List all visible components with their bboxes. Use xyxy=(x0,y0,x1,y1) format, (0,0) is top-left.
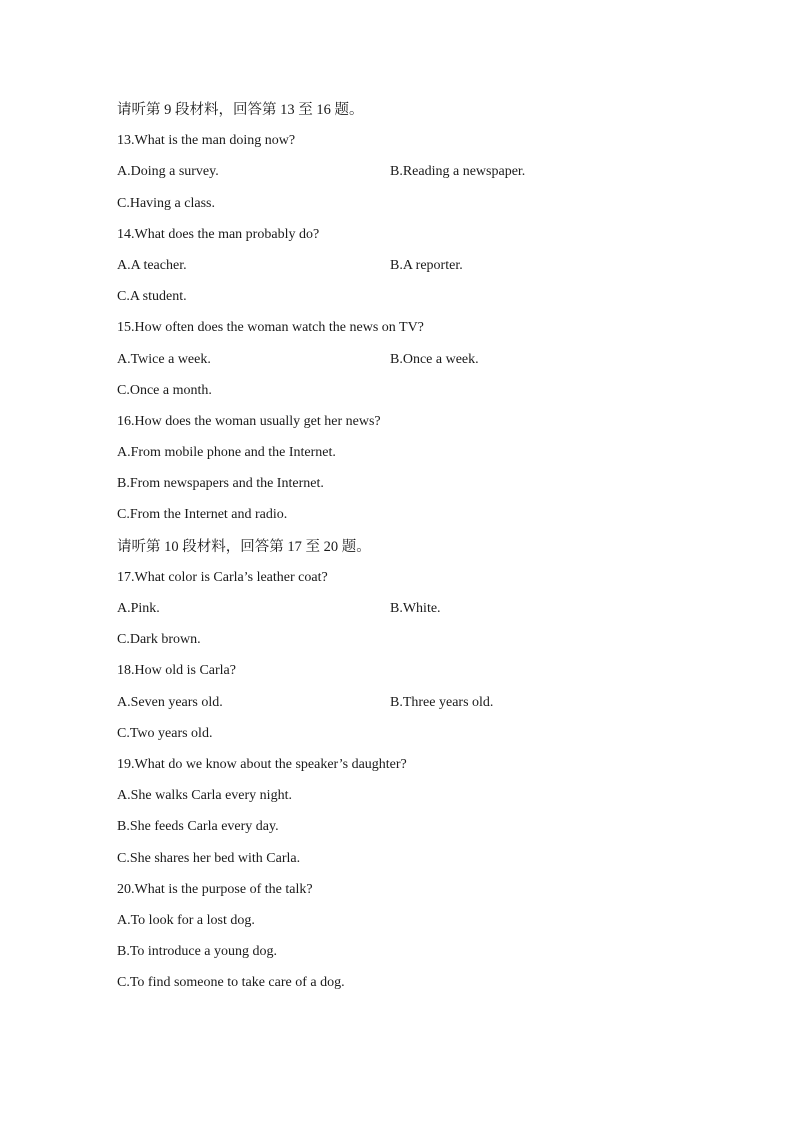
option-a: A.Twice a week. xyxy=(117,351,211,367)
option-b: B.From newspapers and the Internet. xyxy=(117,476,324,492)
section-heading: 请听第 9 段材料，回答第 13 至 16 题。 xyxy=(117,102,364,118)
option-a: A.Seven years old. xyxy=(117,694,223,710)
option-row xyxy=(117,691,737,722)
option-a: A.Doing a survey. xyxy=(117,164,219,180)
option-c: C.Having a class. xyxy=(117,195,215,211)
question-stem: 17.What color is Carla’s leather coat? xyxy=(117,569,328,585)
question-stem: 19.What do we know about the speaker’s daughter? xyxy=(117,756,407,772)
option-row xyxy=(117,160,737,191)
option-row xyxy=(117,348,737,379)
option-c: C.Once a month. xyxy=(117,382,212,398)
option-a: A.To look for a lost dog. xyxy=(117,912,255,928)
option-c: C.Two years old. xyxy=(117,725,213,741)
section-heading: 请听第 10 段材料，回答第 17 至 20 题。 xyxy=(117,538,371,555)
option-c: C.From the Internet and radio. xyxy=(117,507,288,523)
question-stem: 18.How old is Carla? xyxy=(117,663,236,679)
option-c: C.To find someone to take care of a dog. xyxy=(117,975,345,991)
option-b: B.She feeds Carla every day. xyxy=(117,819,279,835)
option-a: A.She walks Carla every night. xyxy=(117,788,292,804)
question-stem: 13.What is the man doing now? xyxy=(117,133,296,149)
option-a: A.From mobile phone and the Internet. xyxy=(117,445,336,461)
option-a: A.A teacher. xyxy=(117,257,187,273)
question-stem: 15.How often does the woman watch the news on TV? xyxy=(117,320,424,336)
option-b: B.Three years old. xyxy=(390,694,494,710)
option-b: B.Reading a newspaper. xyxy=(390,164,526,180)
option-b: B.To introduce a young dog. xyxy=(117,944,277,960)
option-row xyxy=(117,597,737,628)
option-c: C.Dark brown. xyxy=(117,632,201,648)
option-c: C.A student. xyxy=(117,289,187,305)
option-row xyxy=(117,254,737,285)
option-b: B.Once a week. xyxy=(390,351,479,367)
question-stem: 14.What does the man probably do? xyxy=(117,226,320,242)
option-b: B.A reporter. xyxy=(390,257,463,273)
option-c: C.She shares her bed with Carla. xyxy=(117,850,301,866)
exam-page xyxy=(117,98,737,1002)
option-b: B.White. xyxy=(390,601,441,616)
question-stem: 20.What is the purpose of the talk? xyxy=(117,881,313,897)
option-a: A.Pink. xyxy=(117,601,160,616)
question-stem: 16.How does the woman usually get her news? xyxy=(117,413,381,429)
